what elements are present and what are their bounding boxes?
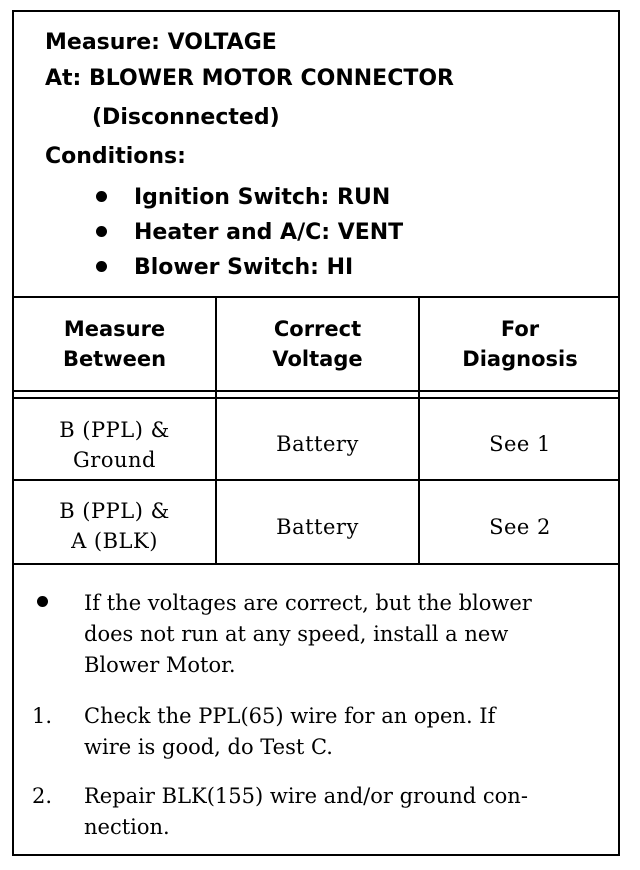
divider bbox=[14, 296, 618, 298]
note-item bbox=[14, 781, 618, 845]
bullet-icon bbox=[96, 226, 107, 237]
location-note: (Disconnected) bbox=[92, 105, 280, 130]
condition-text: Heater and A/C: VENT bbox=[134, 220, 404, 245]
cell-correct-voltage: Battery bbox=[276, 515, 359, 539]
measure-label: Measure: VOLTAGE bbox=[45, 30, 277, 55]
column-header-measure-between: Measure Between bbox=[62, 317, 167, 371]
divider bbox=[14, 390, 618, 392]
note-text: Check the PPL(65) wire for an open. If wire is good, do Test C. bbox=[84, 704, 496, 759]
bullet-icon bbox=[96, 191, 107, 202]
condition-text: Ignition Switch: RUN bbox=[134, 185, 391, 210]
note-item bbox=[14, 588, 618, 683]
column-header-correct-voltage: Correct Voltage bbox=[272, 317, 363, 371]
cell-diagnosis: See 2 bbox=[489, 515, 551, 539]
cell-measure-between: B (PPL) & A (BLK) bbox=[59, 499, 170, 553]
condition-text: Blower Switch: HI bbox=[134, 255, 354, 280]
measure-location: At: BLOWER MOTOR CONNECTOR bbox=[45, 66, 454, 91]
note-text: If the voltages are correct, but the blower does not run at any speed, install a new Blower Motor. bbox=[84, 591, 532, 677]
divider bbox=[14, 563, 618, 565]
bullet-icon bbox=[22, 588, 62, 619]
note-number: 2. bbox=[31, 784, 53, 808]
note-item bbox=[14, 701, 618, 765]
note-text: Repair BLK(155) wire and/or ground con- nection. bbox=[84, 784, 528, 839]
divider bbox=[14, 479, 618, 481]
test-card bbox=[12, 10, 620, 856]
conditions-label: Conditions: bbox=[45, 144, 186, 169]
condition-item bbox=[96, 185, 390, 210]
divider bbox=[14, 397, 618, 399]
note-number: 1. bbox=[31, 704, 53, 728]
cell-diagnosis: See 1 bbox=[489, 432, 551, 456]
cell-measure-between: B (PPL) & Ground bbox=[59, 418, 170, 472]
condition-item bbox=[96, 220, 403, 245]
condition-item bbox=[96, 255, 353, 280]
cell-correct-voltage: Battery bbox=[276, 432, 359, 456]
test-header bbox=[14, 12, 618, 298]
bullet-icon bbox=[96, 261, 107, 272]
column-header-diagnosis: For Diagnosis bbox=[462, 317, 578, 371]
